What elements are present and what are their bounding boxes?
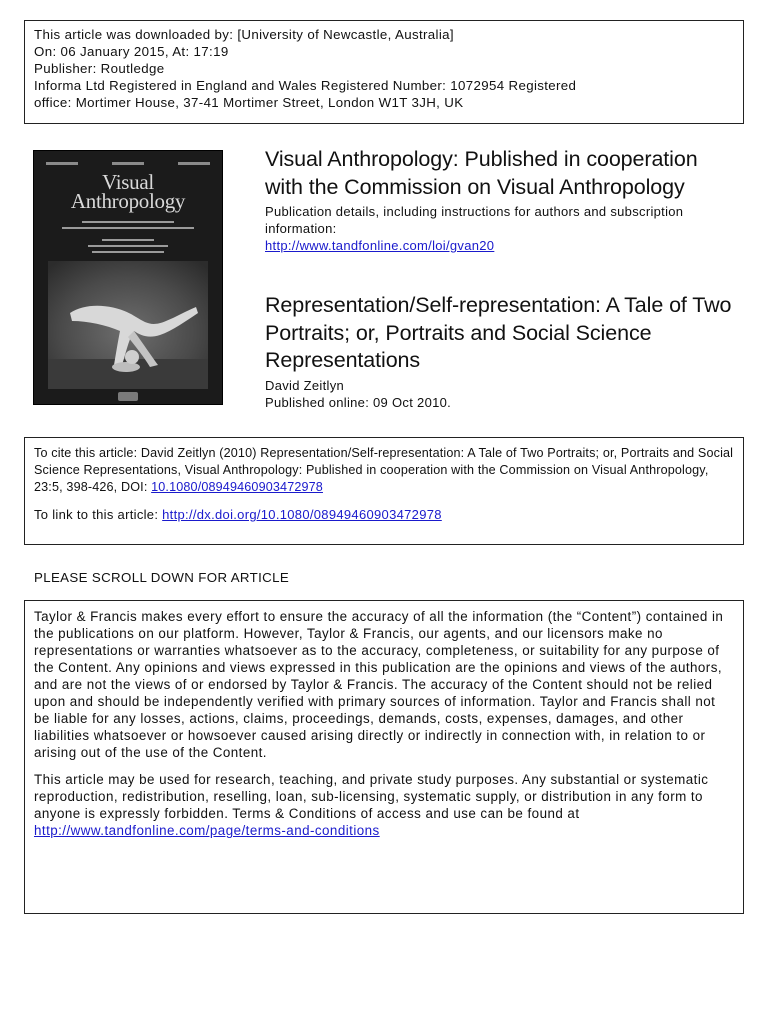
article-author: David Zeitlyn	[265, 377, 345, 393]
download-date-line: On: 06 January 2015, At: 17:19	[34, 44, 229, 59]
journal-title: Visual Anthropology: Published in cooperation with the Commission on Visual Anthropology	[265, 147, 698, 199]
disclaimer-paragraph: Taylor & Francis makes every effort to ensure the accuracy of all the information (the “Content”) contained in the publications on our platform. However, Taylor & Francis, our agents, and our licensors make no representations or warranties whatsoever as to the accuracy, completeness, or suitability for any purpose of the Content. Any opinions and views expressed in this publication are the opinions and views of the authors, and are not the views of or endorsed by Taylor & Francis. The accuracy of the Content should not be relied upon and should be independently verified with primary sources of information. Taylor and Francis shall not be liable for any losses, actions, claims, proceedings, demands, costs, expenses, damages, and other liabilities whatsoever or howsoever caused arising directly or indirectly in connection with, in relation to or arising out of the use of the Content.	[34, 609, 724, 760]
scroll-notice: PLEASE SCROLL DOWN FOR ARTICLE	[34, 570, 290, 585]
cover-subtitle-lines	[62, 217, 194, 257]
journal-cover-image[interactable]	[33, 150, 223, 405]
article-url-link[interactable]: http://dx.doi.org/10.1080/08949460903472978	[162, 507, 442, 522]
usage-terms-paragraph	[34, 771, 734, 839]
usage-terms-text: This article may be used for research, teaching, and private study purposes. Any substantial or systematic reproduction, redistribution, reselling, loan, sub-licensing, systematic supply, or distribution in any form to anyone is expressly forbidden. Terms & Conditions of access and use can be found at	[34, 772, 709, 821]
office-address-line: office: Mortimer House, 37-41 Mortimer Street, London W1T 3JH, UK	[34, 95, 464, 110]
published-date: Published online: 09 Oct 2010.	[265, 394, 452, 410]
citation-body: To cite this article: David Zeitlyn (2010) Representation/Self-representation: A Tale of Two Portraits; or, Portraits and Social Science Representations, Visual Anthropology: Published in cooperation with the Commission on Visual Anthropology, 23:5, 398-426, DOI:	[34, 446, 734, 494]
cover-header-marks	[46, 160, 210, 168]
article-link-line	[34, 506, 734, 523]
article-title: Representation/Self-representation: A Tale of Two Portraits; or, Portraits and Social Science Representations	[265, 293, 732, 372]
download-info-line: This article was downloaded by: [University of Newcastle, Australia]	[34, 27, 454, 42]
citation-text	[34, 445, 734, 496]
cover-title	[34, 170, 222, 213]
publication-details: Publication details, including instructions for authors and subscription information:	[265, 204, 684, 236]
cover-title-line1: Visual	[102, 170, 154, 194]
link-label: To link to this article:	[34, 507, 163, 522]
cover-photograph	[48, 261, 208, 389]
terms-conditions-link[interactable]: http://www.tandfonline.com/page/terms-and-conditions	[34, 823, 380, 838]
journal-info	[265, 146, 735, 254]
doi-link[interactable]: 10.1080/08949460903472978	[151, 480, 323, 494]
publisher-line: Publisher: Routledge	[34, 61, 165, 76]
publisher-logo-icon	[118, 392, 138, 401]
disclaimer-box	[24, 600, 744, 914]
cover-title-line2: Anthropology	[70, 189, 186, 213]
journal-url-link[interactable]: http://www.tandfonline.com/loi/gvan20	[265, 238, 495, 253]
article-info	[265, 292, 735, 411]
citation-box	[24, 437, 744, 545]
registration-line: Informa Ltd Registered in England and Wales Registered Number: 1072954 Registered	[34, 78, 577, 93]
download-info-box	[24, 20, 744, 124]
